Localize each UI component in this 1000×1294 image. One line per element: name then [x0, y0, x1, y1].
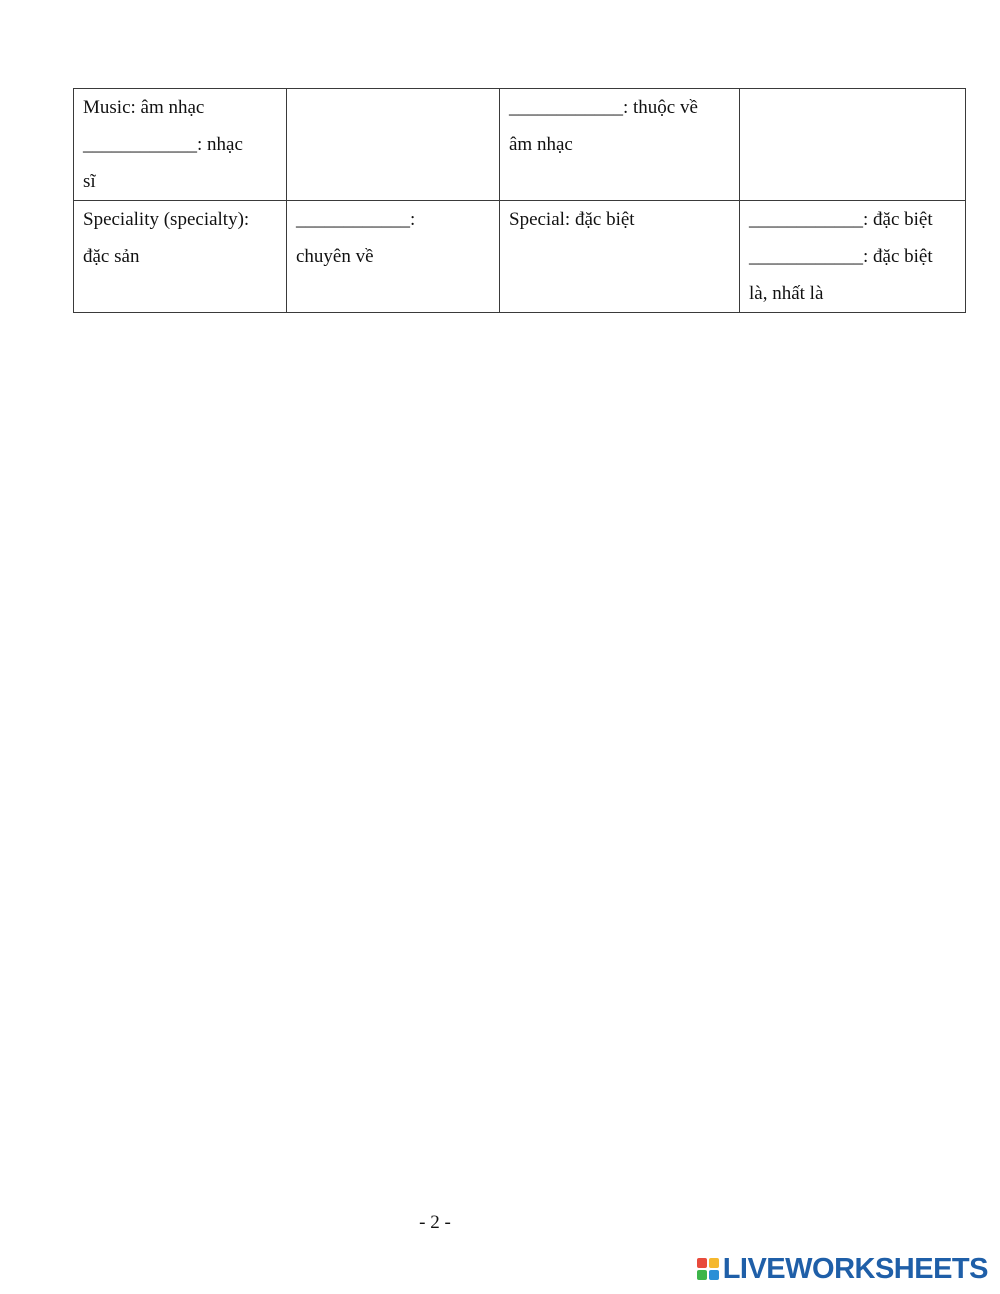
- cell-text: Special: đặc biệt: [509, 209, 635, 230]
- table-row: [74, 201, 966, 313]
- fill-in-blank[interactable]: ____________:: [296, 209, 416, 230]
- logo-square-icon: [709, 1270, 719, 1280]
- table-cell-empty: [287, 89, 500, 201]
- cell-text: đặc sản: [83, 246, 140, 267]
- cell-text: sĩ: [83, 171, 96, 192]
- cell-text: Speciality (specialty):: [83, 209, 250, 230]
- table-cell: [740, 201, 966, 313]
- cell-text: là, nhất là: [749, 283, 824, 304]
- page-number: - 2 -: [419, 1212, 451, 1233]
- table-cell-empty: [740, 89, 966, 201]
- table-cell: [500, 89, 740, 201]
- cell-text: Music: âm nhạc: [83, 97, 205, 118]
- brand-name: LIVEWORKSHEETS: [722, 1253, 988, 1285]
- cell-text: âm nhạc: [509, 134, 573, 155]
- table-cell: [287, 201, 500, 313]
- fill-in-blank[interactable]: ____________: đặc biệt: [749, 246, 933, 267]
- fill-in-blank[interactable]: ____________: thuộc về: [509, 97, 698, 118]
- logo-square-icon: [709, 1258, 719, 1268]
- logo-square-icon: [697, 1270, 707, 1280]
- liveworksheets-logo[interactable]: [697, 1254, 988, 1284]
- liveworksheets-logo-icon: [697, 1258, 719, 1280]
- cell-text: chuyên về: [296, 246, 374, 267]
- table-cell: [500, 201, 740, 313]
- table-row: [74, 89, 966, 201]
- vocabulary-table: [73, 88, 966, 313]
- table-cell: [74, 201, 287, 313]
- fill-in-blank[interactable]: ____________: đặc biệt: [749, 209, 933, 230]
- table-cell: [74, 89, 287, 201]
- logo-square-icon: [697, 1258, 707, 1268]
- fill-in-blank[interactable]: ____________: nhạc: [83, 134, 243, 155]
